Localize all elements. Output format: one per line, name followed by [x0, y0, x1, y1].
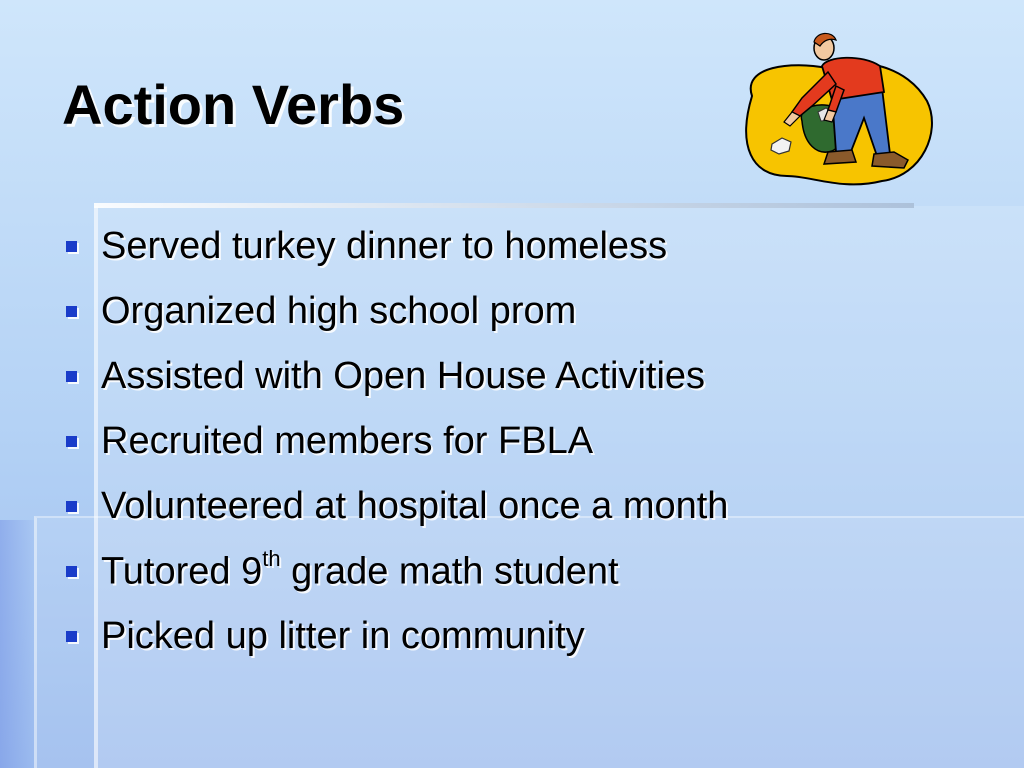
- bullet-text: Volunteered at hospital once a month: [101, 485, 729, 527]
- bullet-text: Picked up litter in community: [101, 615, 585, 657]
- square-bullet-icon: [66, 306, 77, 317]
- bullet-item: [62, 344, 728, 409]
- bullet-item: [62, 604, 728, 669]
- square-bullet-icon: [66, 566, 77, 577]
- bullet-text: Organized high school prom: [101, 290, 577, 332]
- square-bullet-icon: [66, 631, 77, 642]
- bullet-item: [62, 539, 728, 604]
- bullet-item: [62, 214, 728, 279]
- bullet-item: [62, 279, 728, 344]
- slide-title: Action Verbs: [62, 73, 405, 136]
- bullet-text: Recruited members for FBLA: [101, 420, 594, 462]
- bullet-text-end: grade math student: [280, 550, 619, 593]
- bullet-list: [62, 214, 728, 669]
- ordinal-superscript: th: [262, 545, 281, 571]
- litter-pickup-clipart: [732, 26, 938, 194]
- bullet-item: [62, 409, 728, 474]
- bullet-text-start: Tutored 9: [101, 550, 263, 593]
- square-bullet-icon: [66, 371, 77, 382]
- bullet-item: [62, 474, 728, 539]
- square-bullet-icon: [66, 436, 77, 447]
- bullet-text: Assisted with Open House Activities: [101, 355, 706, 397]
- bullet-text: Served turkey dinner to homeless: [101, 225, 668, 267]
- bullet-text: [101, 545, 619, 594]
- decorative-rule: [94, 203, 914, 208]
- square-bullet-icon: [66, 241, 77, 252]
- square-bullet-icon: [66, 501, 77, 512]
- decorative-left-strip: [0, 520, 34, 768]
